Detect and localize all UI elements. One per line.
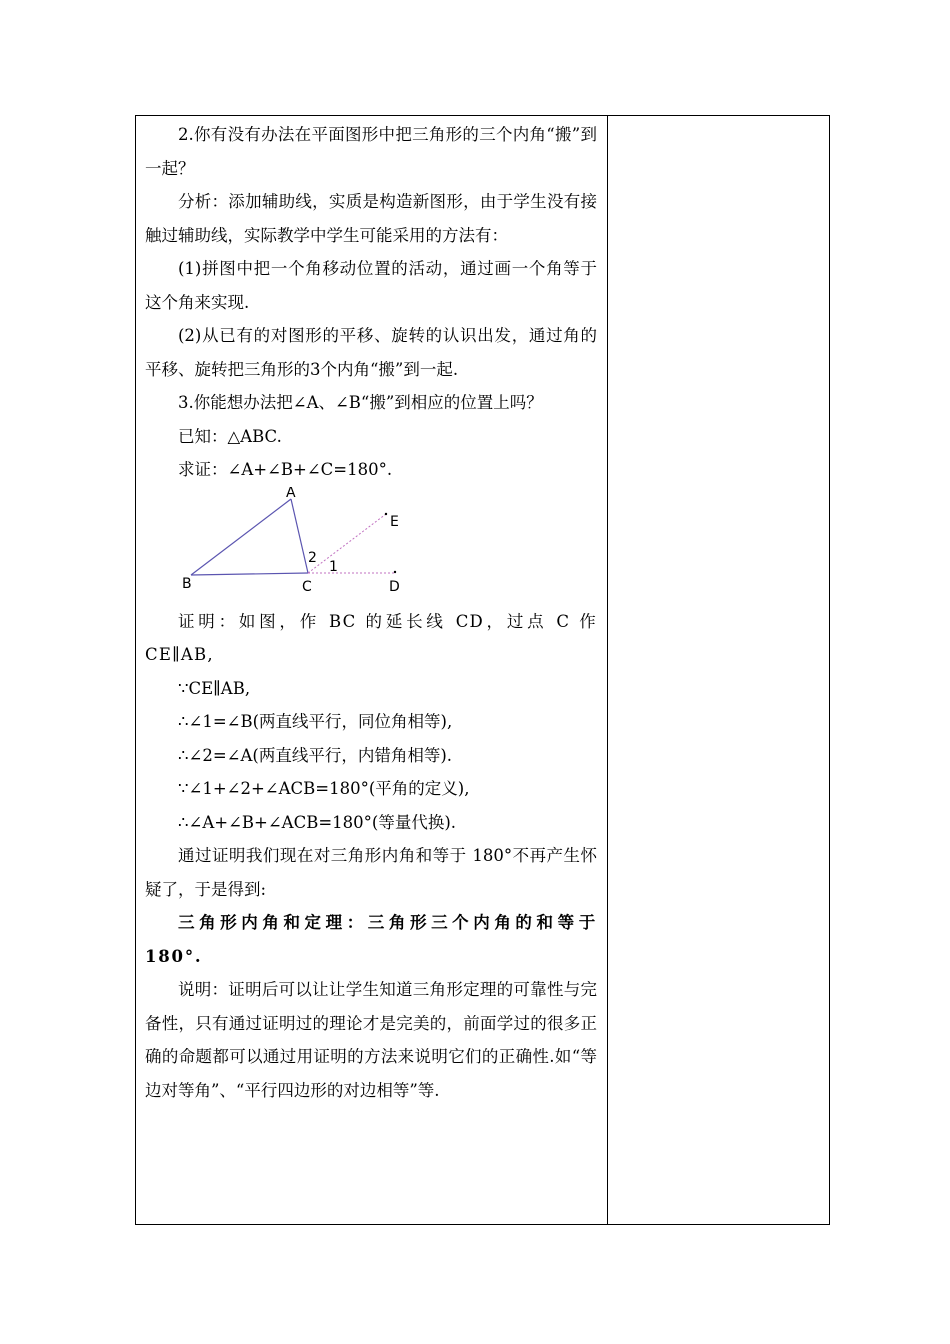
right-cell [608,116,829,1224]
method-1: (1)拼图中把一个角移动位置的活动，通过画一个角等于这个角来实现. [145,259,597,312]
triangle-diagram [145,487,597,605]
label-angle-1: 1 [329,558,338,575]
question-3: 3.你能想办法把∠A、∠B“搬”到相应的位置上吗？ [178,393,543,412]
proof-line-4: ∴∠2=∠A(两直线平行，内错角相等). [178,745,453,765]
label-a: A [286,486,296,501]
side-ab [191,499,291,575]
note-paragraph: 说明：证明后可以让让学生知道三角形定理的可靠性与完备性，只有通过证明过的理论才是完美的，前面学过的很多正确的命题都可以通过用证明的方法来说明它们的正确性.如“等边对等角”、“平行四边形的对边相等”等. [145,980,597,1100]
point-d [394,570,396,572]
side-bc [191,573,308,575]
triangle-figure [145,487,597,605]
parallel-ce [308,514,386,573]
label-b: B [182,575,192,592]
proof-line-5: ∵∠1+∠2+∠ACB=180°(平角的定义), [178,779,470,798]
conclusion-paragraph: 通过证明我们现在对三角形内角和等于 180°不再产生怀疑了，于是得到: [145,846,597,899]
side-ac [291,499,308,573]
given-statement: 已知：△ABC. [178,426,282,446]
proof-line-3: ∴∠1=∠B(两直线平行，同位角相等), [178,712,453,731]
label-c: C [302,578,312,595]
label-e: E [390,513,399,530]
proof-line-2: ∵CE∥AB, [178,678,251,698]
question-2: 2.你有没有办法在平面图形中把三角形的三个内角“搬”到一起？ [145,125,597,178]
theorem-statement: 三角形内角和定理：三角形三个内角的和等于180°. [145,913,597,966]
proof-line-6: ∴∠A+∠B+∠ACB=180°(等量代换). [178,812,457,832]
method-2: (2)从已有的对图形的平移、旋转的认识出发，通过角的平移、旋转把三角形的3个内角“搬”到一起. [145,326,597,379]
label-angle-2: 2 [308,549,317,566]
proof-line-1: 证明：如图，作 BC 的延长线 CD，过点 C 作 CE∥AB, [145,611,597,664]
lesson-table [135,115,830,1225]
label-d: D [389,578,400,595]
to-prove-statement: 求证：∠A+∠B+∠C=180°. [178,460,393,479]
left-cell-content [145,118,597,1107]
point-e [385,512,387,514]
analysis-paragraph: 分析：添加辅助线，实质是构造新图形，由于学生没有接触过辅助线，实际教学中学生可能采用的方法有： [145,192,597,245]
